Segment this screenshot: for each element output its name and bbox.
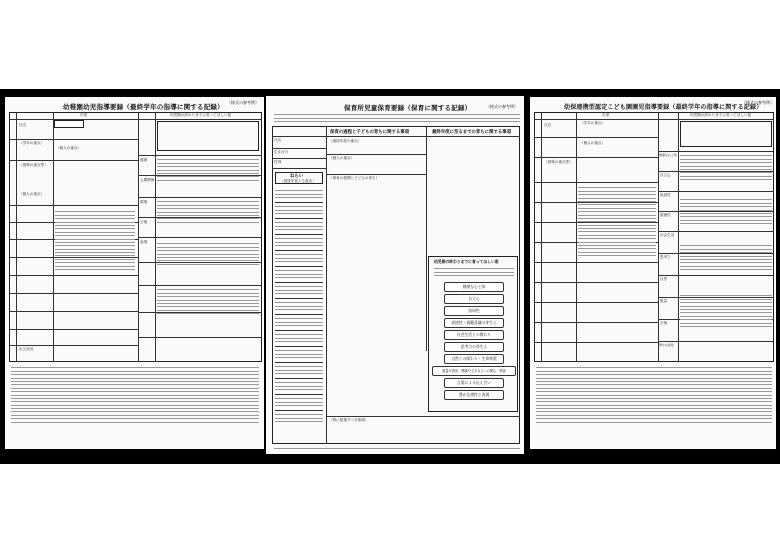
doc2-sex-label: 性別 [274, 160, 282, 164]
doc1-sidebar-label: 環境 [140, 200, 148, 204]
doc2-summary-item: 協同性 [444, 306, 504, 316]
doc3-sidebar-label: 言葉 [660, 321, 668, 325]
doc1-title: 幼稚園幼児指導要録（最終学年の指導に関する記録） [63, 103, 224, 111]
doc3-guidance-label: （指導の重点等） [544, 160, 573, 164]
doc2-goals-title: ねらい [290, 174, 304, 179]
ecec-center-record-sheet: 幼保連携型認定こども園園児指導要録（最終学年の指導に関する記録） （様式の参考例） 氏名 年度 （指導の重点等） （学年の重点） （個人の重点） 幼児期の終わりまでに育ってほしい姿 健康な心と体 自立心 協同性 道徳性 社会生活 思考力 自然 数量 言葉 豊かな感性 [530, 97, 776, 449]
doc2-summary-item: 自立心 [444, 294, 504, 304]
doc3-column-label: 幼児期の終わりまでに育ってほしい姿 [690, 113, 752, 117]
doc2-summary-item: 社会生活との関わり [444, 330, 504, 340]
doc3-left-text [578, 185, 656, 355]
doc1-sidebar-label: 人間関係 [140, 178, 155, 182]
doc1-style-tag: （様式の参考例） [227, 100, 259, 105]
nursery-record-sheet [266, 96, 524, 454]
doc3-sidebar-label: 社会生活 [660, 233, 675, 237]
doc3-name-label: 氏名 [544, 123, 552, 127]
doc1-footnotes [11, 365, 259, 443]
doc3-sidebar-label: 道徳性 [660, 213, 671, 217]
doc3-footnotes [536, 365, 772, 445]
doc2-name-label: 氏名 [274, 138, 282, 142]
doc2-col1-title: 保育の過程と子どもの育ちに関する事項 [330, 130, 410, 135]
doc3-sidebar-label: 数量 [660, 299, 668, 303]
doc2-goals-list [275, 188, 323, 438]
doc2-summary-item: 自然との関わり・生命尊重 [444, 354, 504, 364]
doc2-summary-desc [434, 266, 514, 280]
doc2-col2-title: 最終年度に至るまでの育ちに関する事項 [432, 130, 512, 135]
doc1-sidebar-label: 表現 [140, 240, 148, 244]
doc2-special-notes: （特に配慮すべき事項） [329, 418, 369, 422]
doc3-sidebar-label: 協同性 [660, 193, 671, 197]
doc2-summary-item: 言葉による伝え合い [444, 378, 504, 388]
doc1-left-text [55, 209, 135, 349]
doc2-footnotes [274, 446, 520, 454]
doc2-summary-title: 幼児期の終わりまでに育ってほしい姿 [434, 259, 499, 264]
kindergarten-record-sheet: 幼稚園幼児指導要録（最終学年の指導に関する記録） （様式の参考例） 氏名 年度 （指導の重点等） （学年の重点） （個人の重点） （個人の重点） 出欠状況 幼児期の終わりまでに育ってほしい姿 健康 人間関係 環境 言葉 表現 [5, 97, 264, 449]
doc2-intro-text [274, 112, 520, 126]
doc3-sidebar-label: 自然 [660, 277, 668, 281]
doc2-title: 保育所児童保育要録（保育に関する記録） [344, 104, 472, 112]
doc1-name-label: 氏名 [19, 123, 27, 127]
doc2-year-focus: （最終年度の重点） [329, 139, 362, 143]
doc2-summary-item: 道徳性・規範意識の芽生え [444, 318, 504, 328]
doc1-body-text [157, 157, 259, 357]
doc2-goals-sub: （発達を捉える視点） [280, 179, 316, 183]
doc3-sidebar-label: 自立心 [660, 173, 671, 177]
doc3-sidebar-label: 健康な心と体 [659, 153, 678, 157]
doc2-birth-label: 生年月日 [274, 150, 289, 154]
doc1-guidance-label: （指導の重点等） [19, 163, 48, 167]
doc2-summary-item: 豊かな感性と表現 [444, 390, 504, 400]
doc3-sidebar-label: 豊かな感性 [659, 343, 675, 347]
doc3-body-text [680, 153, 772, 358]
doc1-sidebar-label: 言葉 [140, 220, 148, 224]
doc3-sidebar-label: 思考力 [660, 255, 671, 259]
doc1-sidebar-label: 健康 [140, 158, 148, 162]
doc1-attendance-label: 出欠状況 [19, 347, 34, 351]
doc2-conditions: （保育の展開と子どもの育ち） [329, 176, 380, 180]
doc2-summary-item: 数量や図形、標識や文字などへの関心・感覚 [432, 366, 516, 376]
doc2-summary-item: 思考力の芽生え [444, 342, 504, 352]
doc3-year-label: 年度 [602, 113, 610, 117]
doc3-title: 幼保連携型認定こども園園児指導要録（最終学年の指導に関する記録） [564, 104, 763, 111]
doc2-summary-item: 健康な心と体 [444, 282, 504, 292]
doc2-style-tag: （様式の参考例） [486, 104, 518, 109]
doc1-year-label: 年度 [80, 113, 88, 117]
doc3-style-tag: （様式の参考例） [742, 100, 774, 105]
doc2-personal-focus: （個人の重点） [329, 156, 355, 160]
doc1-column-label: 幼児期の終わりまでに育ってほしい姿 [170, 113, 232, 117]
